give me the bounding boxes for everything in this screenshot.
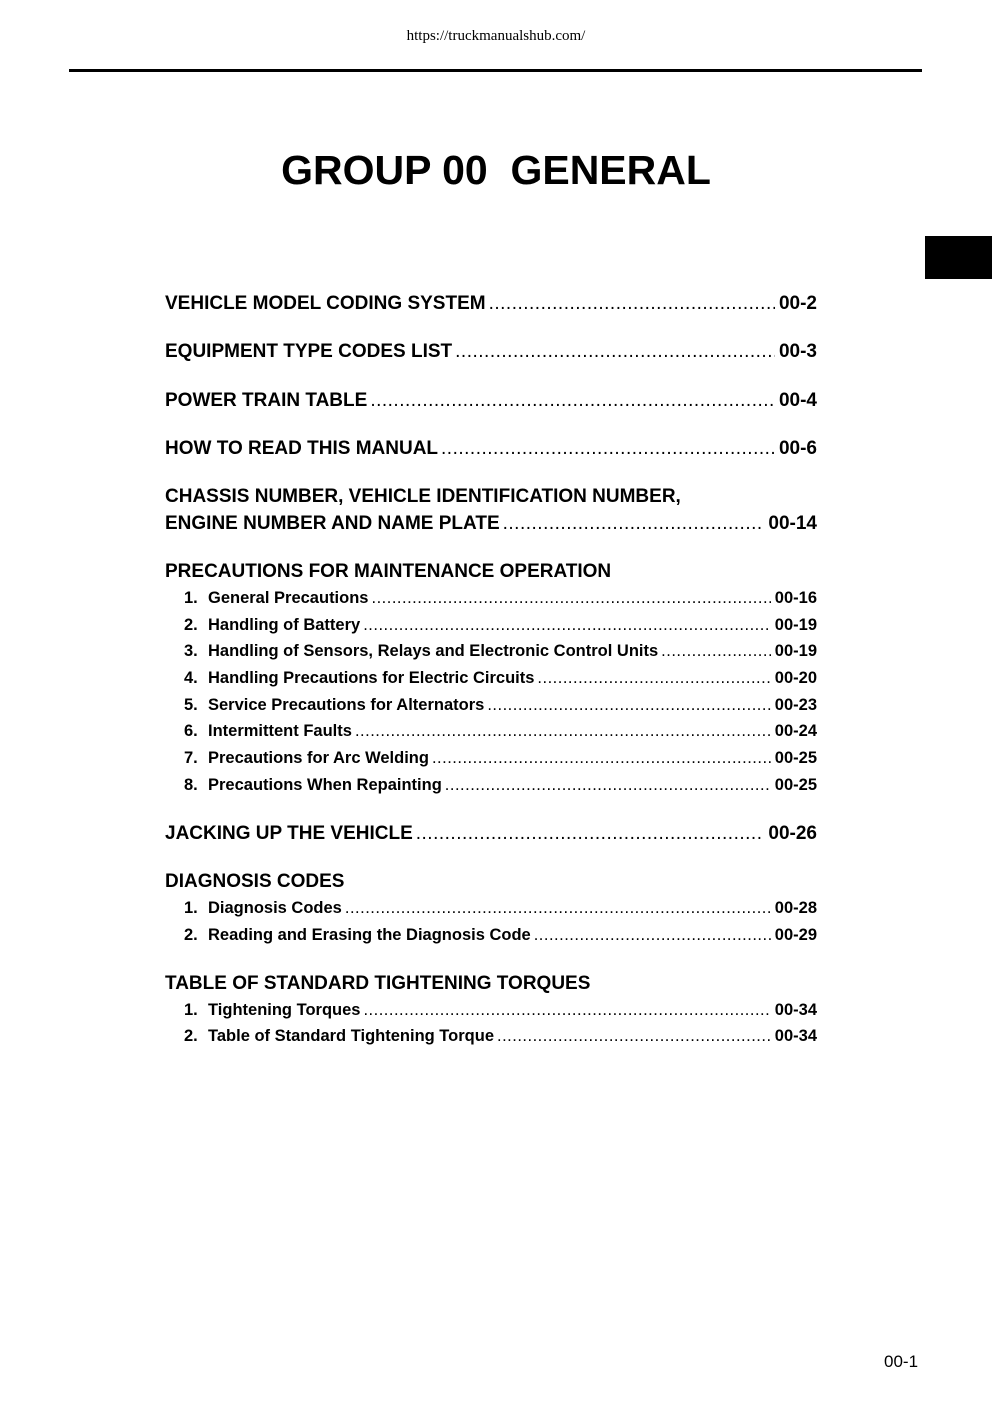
dot-leader	[432, 747, 771, 769]
toc-subentry-page: 00-24	[774, 722, 817, 740]
toc-entry-chassis-number[interactable]	[165, 512, 817, 536]
toc-subentry[interactable]	[184, 747, 817, 769]
dot-leader	[441, 437, 775, 461]
toc-subentry-label: Precautions When Repainting	[208, 776, 442, 794]
toc-entry-label: ENGINE NUMBER AND NAME PLATE	[165, 513, 500, 534]
dot-leader	[363, 614, 771, 636]
toc-entry-page: 00-2	[778, 293, 817, 314]
toc-subentry-page: 00-20	[774, 669, 817, 687]
toc-subentry-number: 1.	[184, 1001, 198, 1019]
toc-subentry-label: Reading and Erasing the Diagnosis Code	[208, 926, 531, 944]
toc-subentry[interactable]	[184, 720, 817, 742]
toc-entry-page: 00-4	[778, 390, 817, 411]
toc-entry-page: 00-6	[778, 438, 817, 459]
dot-leader	[537, 667, 770, 689]
toc-subentry[interactable]	[184, 667, 817, 689]
dot-leader	[363, 999, 770, 1021]
toc-entry-vehicle-model-coding[interactable]	[165, 292, 817, 316]
toc-entry-how-to-read[interactable]	[165, 437, 817, 461]
toc-subentry-number: 7.	[184, 749, 198, 767]
toc-subentry-label: Handling of Sensors, Relays and Electronic Control Units	[208, 642, 659, 660]
toc-subentry-label: Precautions for Arc Welding	[208, 749, 429, 767]
toc-heading-label: PRECAUTIONS FOR MAINTENANCE OPERATION	[165, 561, 612, 582]
toc-subentry-page: 00-16	[774, 589, 817, 607]
toc-subentry-number: 8.	[184, 776, 198, 794]
toc-subentry-number: 2.	[184, 926, 198, 944]
toc-heading-diagnosis-codes	[165, 870, 817, 894]
toc-heading-tightening-torques	[165, 972, 817, 996]
toc-subentry[interactable]	[184, 897, 817, 919]
dot-leader	[355, 720, 771, 742]
dot-leader	[503, 512, 765, 536]
toc-subentry-number: 3.	[184, 642, 198, 660]
toc-entry-label: VEHICLE MODEL CODING SYSTEM	[165, 293, 486, 314]
toc-subentry-page: 00-34	[774, 1001, 817, 1019]
toc-entry-label: EQUIPMENT TYPE CODES LIST	[165, 341, 453, 362]
toc-subentry-number: 4.	[184, 669, 198, 687]
toc-entry-label: CHASSIS NUMBER, VEHICLE IDENTIFICATION NUMBER,	[165, 486, 681, 507]
toc-subentry-page: 00-29	[774, 926, 817, 944]
toc-subentry-number: 2.	[184, 616, 198, 634]
toc-subentry-label: General Precautions	[208, 589, 369, 607]
dot-leader	[534, 924, 771, 946]
toc-subentry-page: 00-28	[774, 899, 817, 917]
toc-subentry-label: Handling Precautions for Electric Circuits	[208, 669, 535, 687]
toc-subentry[interactable]	[184, 999, 817, 1021]
toc-subentry-number: 2.	[184, 1027, 198, 1045]
toc-subentry-page: 00-23	[774, 696, 817, 714]
source-url: https://truckmanualshub.com/	[406, 28, 586, 44]
dot-leader	[371, 587, 770, 609]
toc-entry-label: HOW TO READ THIS MANUAL	[165, 438, 439, 459]
toc-heading-label: DIAGNOSIS CODES	[165, 871, 345, 892]
toc-entry-page: 00-26	[768, 823, 817, 844]
toc-subentry-number: 6.	[184, 722, 198, 740]
toc-subentry[interactable]	[184, 774, 817, 796]
dot-leader	[416, 822, 765, 846]
toc-subentry-page: 00-34	[774, 1027, 817, 1045]
toc-entry-page: 00-3	[778, 341, 817, 362]
toc-subentry-label: Table of Standard Tightening Torque	[208, 1027, 494, 1045]
page-title: GROUP 00 GENERAL	[281, 147, 711, 193]
dot-leader	[455, 340, 775, 364]
dot-leader	[445, 774, 771, 796]
toc-subentry[interactable]	[184, 587, 817, 609]
toc-entry-equipment-type-codes[interactable]	[165, 340, 817, 364]
toc-subentry[interactable]	[184, 694, 817, 716]
page-number: 00-1	[884, 1352, 919, 1371]
toc-subentry[interactable]	[184, 614, 817, 636]
toc-subentry-label: Intermittent Faults	[208, 722, 352, 740]
dot-leader	[489, 292, 775, 316]
toc-entry-label: JACKING UP THE VEHICLE	[165, 823, 413, 844]
toc-subentry-label: Service Precautions for Alternators	[208, 696, 485, 714]
toc-subentry-label: Diagnosis Codes	[208, 899, 342, 917]
dot-leader	[487, 694, 770, 716]
toc-subentry-page: 00-25	[774, 776, 817, 794]
toc-subentry-label: Tightening Torques	[208, 1001, 361, 1019]
toc-subentry-number: 1.	[184, 899, 198, 917]
dot-leader	[661, 640, 771, 662]
dot-leader	[497, 1025, 771, 1047]
toc-subentry[interactable]	[184, 924, 817, 946]
toc-subentry-page: 00-25	[774, 749, 817, 767]
toc-heading-chassis-number	[165, 485, 817, 509]
header-rule	[69, 69, 922, 72]
dot-leader	[345, 897, 771, 919]
toc-subentry-number: 1.	[184, 589, 198, 607]
toc-heading-precautions	[165, 560, 817, 584]
toc-entry-page: 00-14	[768, 513, 817, 534]
toc-heading-label: TABLE OF STANDARD TIGHTENING TORQUES	[165, 973, 591, 994]
toc-entry-label: POWER TRAIN TABLE	[165, 390, 368, 411]
toc-entry-jacking-up[interactable]	[165, 822, 817, 846]
toc-subentry[interactable]	[184, 640, 817, 662]
toc-subentry-page: 00-19	[774, 616, 817, 634]
dot-leader	[370, 389, 775, 413]
section-tab-marker	[925, 236, 992, 279]
toc-subentry-number: 5.	[184, 696, 198, 714]
toc-subentry-page: 00-19	[774, 642, 817, 660]
toc-entry-power-train-table[interactable]	[165, 389, 817, 413]
toc-subentry-label: Handling of Battery	[208, 616, 361, 634]
toc-subentry[interactable]	[184, 1025, 817, 1047]
